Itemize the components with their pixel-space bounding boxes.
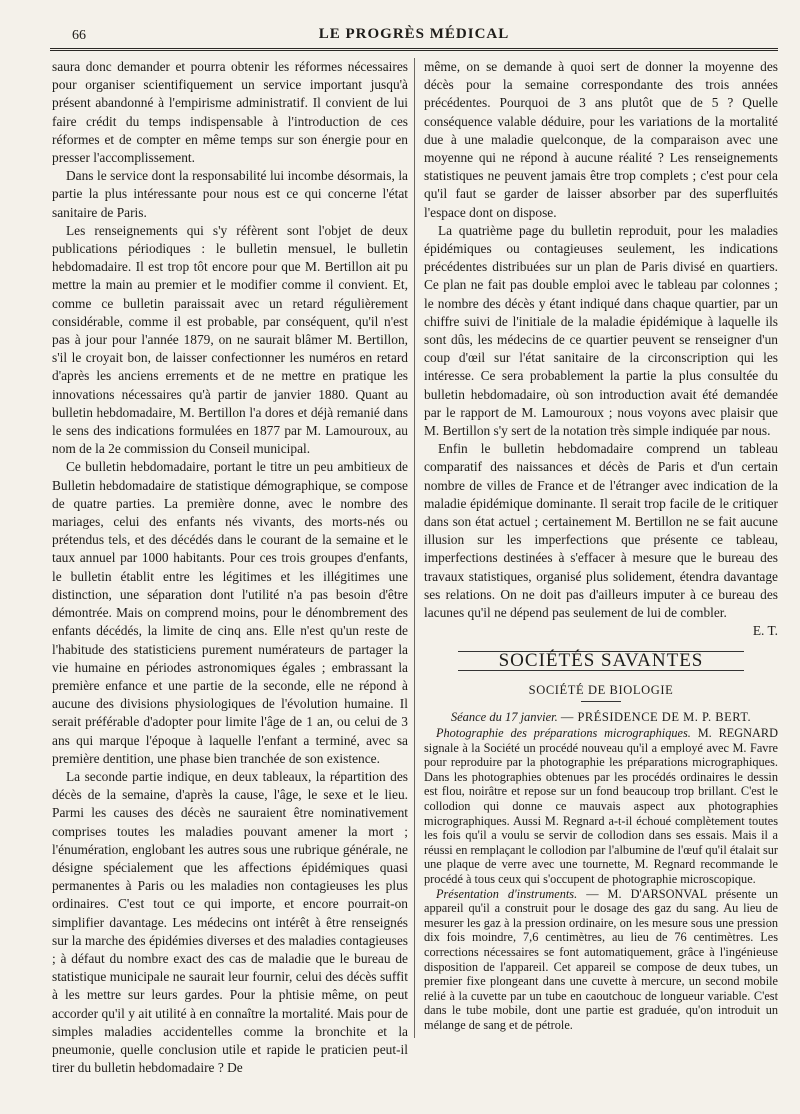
section-title: SOCIÉTÉS SAVANTES — [498, 649, 704, 671]
session-presidence: — PRÉSIDENCE DE M. P. BERT. — [560, 709, 752, 724]
paragraph: La quatrième page du bulletin reproduit, pour les maladies épidémiques ou contagieuses seulement, les indications précédentes distribuées sur un plan de Paris divisé en quartiers. Ce plan ne fait pas double emploi avec le tableau par colonnes ; le nombre des décès y étant indiqué dans chaque quartier, par un chiffre suivi de l'initiale de la maladie épidémique à laquelle ils sont dûs, les médecins de ce quartier peuvent se renseigner d'un coup d'œil sur l'état sanitaire de la circonscription qui les intéresse. Ce sera probablement la partie la plus consultée du bulletin hebdomadaire, où son introduction avait été demandée par le rapport de M. Lamouroux ; nous voyons avec plaisir que M. Bertillon s'y sert de la notation très simple indiquée par nous. — [424, 222, 778, 439]
entry-text: M. REGNARD signale à la Société un procédé nouveau qu'il a employé avec M. Favre pour reproduire par la photographie les préparations micrographiques. Dans les photographies obtenues par les procédés ordinaires le dessin est flou, noirâtre et repose sur un fond beaucoup trop brillant. C'est le collodion qui donne ce mauvais aspect aux photographies micrographiques. Aussi M. Regnard a-t-il échoué complètement toutes les fois qu'il a voulu se servir de collodion dans ses essais. Mais il a réussi en remplaçant le collodion par l'albumine de l'œuf qu'il étalait sur une plaque de verre avec une tournette, M. Regnard recommande le procédé à tous ceux qui s'occupent de photographie microscopique. — [424, 726, 779, 887]
society-report — [424, 726, 778, 1032]
paragraph: Dans le service dont la responsabilité lui incombe désormais, la partie la plus intéressante pour nous est ce qui concerne l'état sanitaire de Paris. — [52, 168, 408, 220]
paragraph: saura donc demander et pourra obtenir les réformes nécessaires pour organiser scientifiquement un service important jusqu'à présent abandonné à l'empirisme administratif. Il convient de lui faire crédit du temps indispensable à l'introduction de ces réformes et de compter en même temps sur son énergie pour en presser l'accomplissement. — [52, 59, 408, 166]
entry-text: — M. D'ARSONVAL présente un appareil qu'il a construit pour le dosage des gaz du sang. Au lieu de mesurer les gaz à la pression ordinaire, on les mesure sous une pression dix fois moindre, 7,6 centimètres, au lieu de 76 centimètres. Les corrections nécessaires se font automatiquement, grâce à l'ingénieuse disposition de l'appareil. Cet appareil se compose de deux tubes, un premier fixe plongeant dans une cuvette à mercure, un second mobile relié à la cuvette par un tube en caoutchouc de longueur variable. C'est dans le tube mobile, dont une partie est graduée, qu'on introduit un mélange de sang et de pétrole. — [424, 886, 778, 1032]
session-date: Séance du 17 janvier. — [450, 709, 558, 724]
entry-title: Présentation d'instruments. — [436, 886, 578, 901]
entry-title: Photographie des préparations micrographiques. — [436, 726, 691, 741]
page-number: 66 — [72, 28, 86, 43]
society-rule — [581, 701, 621, 702]
article-signature: E. T. — [752, 623, 778, 639]
paragraph: Ce bulletin hebdomadaire, portant le titre un peu ambitieux de Bulletin hebdomadaire de statistique démographique, se compose de quatre parties. La première donne, avec le nombre des mariages, celui des enfants nés vivants, des morts-nés ou prétendus tels, et des décédés dans le courant de la semaine et le taux annuel par 1000 habitants. Pour ces trois groupes d'enfants, le bulletin établit entre les légitimes et les illégitimes une distinction, une séparation dont l'utilité n'a pas besoin d'être démontrée. Mais on comprend moins, pour le dénombrement des enfants décédés, la limite de cinq ans. Elle n'est qu'un reste de l'habitude des statisticiens purement numérateurs de partager la vie humaine en périodes astronomiques égales ; embrassant la première enfance et une partie de la seconde, elle ne répond à aucune des divisions physiologiques de l'évolution humaine. Il serait préférable d'adopter pour limite l'âge de 1 an, ou celui de 3 ans qui marque l'époque à laquelle l'enfant a terminé, avec sa première dentition, une phase bien tranchée de son existence. — [52, 459, 408, 766]
paragraph: Les renseignements qui s'y réfèrent sont l'objet de deux publications périodiques : le bulletin mensuel, le bulletin hebdomadaire. Il est trop tôt encore pour que M. Bertillon ait pu mettre la main au premier et le modifier comme il convient. Et, comme ce bulletin paraissait avec un retard régulièrement considérable, comme il est probable, par conséquent, qu'il n'est pas à jour pour l'année 1879, on ne saurait blâmer M. Bertillon, s'il le croyait bon, de laisser confectionner les numéros en retard d'après les anciens errements et de ne mettre en pratique les innovations nécessaires qu'à partir de janvier 1880. Quant au bulletin hebdomadaire, M. Bertillon l'a dores et déjà remanié dans le sens des indications formulées en 1877 par M. Lamouroux, au nom de la 2e commission du Conseil municipal. — [52, 222, 408, 457]
report-entry — [424, 726, 778, 887]
session-line — [424, 708, 778, 726]
society-heading: SOCIÉTÉ DE BIOLOGIE — [528, 682, 674, 697]
journal-title: LE PROGRÈS MÉDICAL — [318, 26, 510, 42]
paragraph: La seconde partie indique, en deux tableaux, la répartition des décès de la semaine, d'après la cause, l'âge, le sexe et le lieu. Parmi les causes des décès ne sauraient être nominativement comprises toutes les maladies pouvant amener la mort ; l'énumération, englobant les autres sous une rubrique générale, ne désigne spécialement que les affections épidémiques quasi permanentes à Paris ou les maladies non contagieuses les plus ordinaires. C'est tout ce qui importe, et encore pourrait-on simplifier davantage. Les médecins ont intérêt à être renseignés sur la marche des épidémies diverses et des maladies contagieuses ; à défaut du nombre exact des cas de maladie que le bureau de statistique municipale ne saurait leur fournir, celui des décès suffit à les mettre sur leurs gardes. Pour la phtisie même, on peut accorder qu'il y ait utilité à en connaître la mortalité. Mais pour de simples maladies accidentelles comme la bronchite et la pneumonie, quelle conclusion utile et rapide le praticien peut-il tirer du bulletin hebdomadaire ? De — [52, 768, 408, 1076]
page-header — [50, 26, 778, 51]
paragraph: même, on se demande à quoi sert de donner la moyenne des décès pour la semaine correspondante des trois années précédentes. Pourquoi de 3 ans plutôt que de 5 ? Quelle conséquence valable déduire, pour les variations de la mortalité due à une maladie quelconque, de la comparaison avec une moyenne qui ne répond à aucune réalité ? Les renseignements statistiques ne peuvent jamais être trop complets ; c'est pour cela qu'il faut se garder de laisser absorber par des superfluités l'espace dont on dispose. — [424, 59, 778, 220]
column-divider — [414, 58, 415, 1038]
left-column — [52, 58, 408, 1077]
right-column — [424, 58, 778, 1033]
paragraph: Enfin le bulletin hebdomadaire comprend un tableau comparatif des naissances et décès de Paris et d'un certain nombre de villes de France et de l'étranger avec indication de la maladie épidémique dominante. Il serait trop facile de le critiquer dans son état actuel ; certainement M. Bertillon ne se fait aucune illusion sur les imperfections que présente ce tableau, imperfections destinées à s'effacer à mesure que le bureau des travaux statistiques, organisé plus solidement, étendra davantage ses relations. On ne doit pas d'ailleurs imputer à ce bureau des lacunes qu'il ne dépend pas seulement de lui de combler. — [424, 441, 778, 621]
report-entry — [424, 887, 778, 1033]
